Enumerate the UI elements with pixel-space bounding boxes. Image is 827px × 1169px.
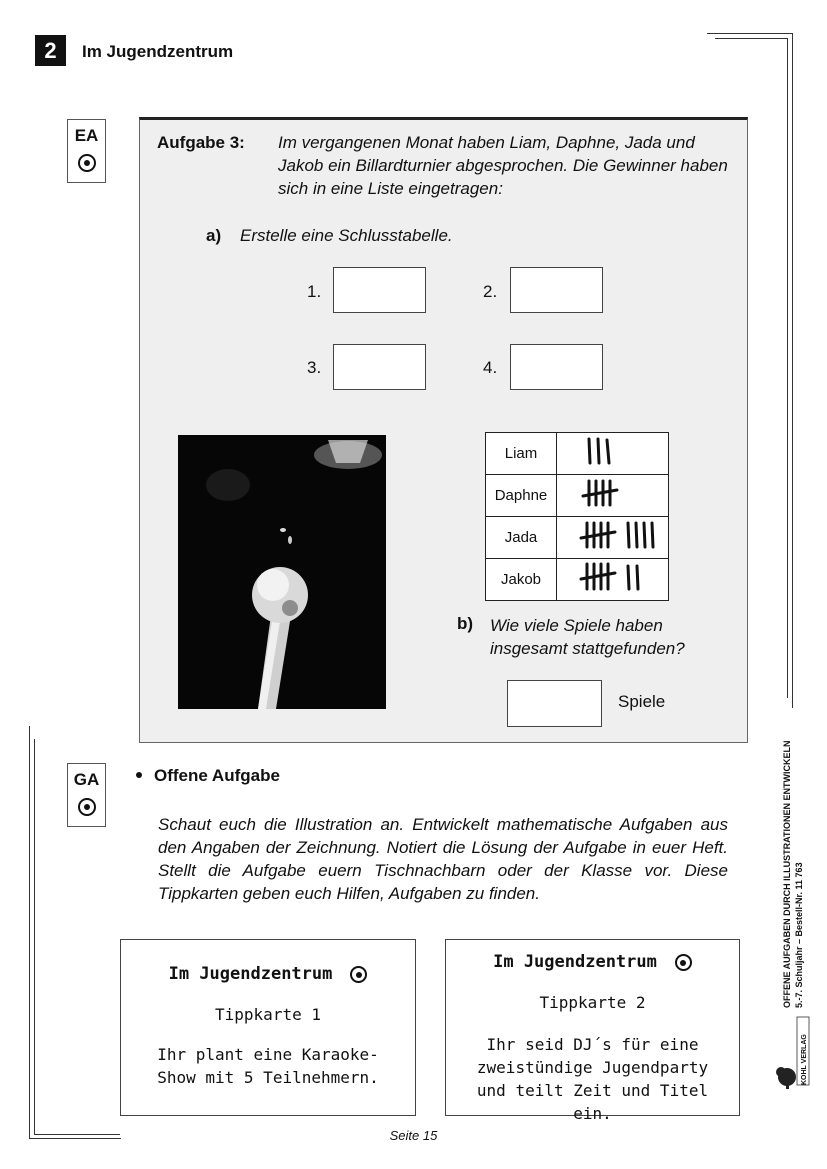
card-body: Ihr seid DJ´s für eine zweistündige Jugendparty und teilt Zeit und Titel ein. bbox=[476, 1035, 709, 1123]
tip-card-2 bbox=[445, 939, 740, 1123]
open-task-title-text: Offene Aufgabe bbox=[154, 766, 280, 785]
side-line-1: OFFENE AUFGABEN DURCH ILLUSTRATIONEN ENTWICKELN bbox=[782, 740, 792, 1008]
player-name: Daphne bbox=[486, 475, 557, 517]
open-task-text: Schaut euch die Illustration an. Entwickelt mathematische Aufgaben aus den Angaben der Zeichnung. Notiert die Lösung der Aufgabe in euer Heft. Stellt die Aufgabe euern Tischnachbarn oder der Klasse vor. Diese Tippkarten geben euch Hilfen, Aufgaben zu finden. bbox=[158, 815, 728, 903]
tally-icon bbox=[557, 433, 668, 469]
tally-marks bbox=[557, 433, 669, 475]
rank-number: 3. bbox=[307, 358, 322, 377]
table-row bbox=[486, 559, 669, 601]
side-publisher-text bbox=[779, 720, 809, 1020]
mode-label: GA bbox=[73, 770, 100, 789]
rank-answer-box[interactable] bbox=[510, 267, 603, 313]
rank-answer-box[interactable] bbox=[333, 267, 426, 313]
left-rule bbox=[34, 739, 35, 1135]
tally-icon bbox=[557, 517, 668, 553]
rank-number: 1. bbox=[307, 282, 322, 301]
target-icon bbox=[78, 154, 96, 172]
corner-rule bbox=[715, 38, 788, 39]
tip-card-1 bbox=[120, 939, 416, 1116]
tally-icon bbox=[557, 475, 668, 511]
corner-rule bbox=[792, 33, 793, 708]
mode-label: EA bbox=[74, 126, 99, 145]
rank-answer-box[interactable] bbox=[510, 344, 603, 390]
card-subtitle: Tippkarte 2 bbox=[539, 993, 646, 1012]
part-b-label: b) bbox=[457, 614, 474, 633]
publisher-name: KOHL VERLAG bbox=[801, 1034, 808, 1085]
table-row bbox=[486, 433, 669, 475]
tally-icon bbox=[557, 559, 668, 595]
publisher-logo bbox=[775, 1015, 815, 1090]
tally-marks bbox=[557, 475, 669, 517]
games-answer-box[interactable] bbox=[507, 680, 602, 727]
chapter-number: 2 bbox=[35, 35, 66, 66]
rank-number: 2. bbox=[483, 282, 498, 301]
task-label: Aufgabe 3: bbox=[157, 133, 245, 152]
open-task-title bbox=[136, 766, 280, 786]
part-a-label: a) bbox=[206, 226, 222, 245]
player-name: Jakob bbox=[486, 559, 557, 601]
games-unit-label: Spiele bbox=[618, 692, 666, 711]
mode-box-ga bbox=[67, 763, 106, 827]
chapter-title: Im Jugendzentrum bbox=[82, 42, 234, 61]
mode-box-ea bbox=[67, 119, 106, 183]
side-line-2: 5.-7. Schuljahr – Bestell-Nr. 11 763 bbox=[794, 862, 804, 1008]
card-title: Im Jugendzentrum bbox=[168, 964, 333, 984]
billiard-photo bbox=[178, 435, 386, 709]
left-rule bbox=[29, 726, 30, 1139]
tally-table bbox=[485, 432, 669, 601]
bullet-icon bbox=[136, 772, 142, 778]
table-row bbox=[486, 517, 669, 559]
tally-marks bbox=[557, 517, 669, 559]
card-body: Ihr plant eine Karaoke-Show mit 5 Teilnehmern. bbox=[157, 1045, 379, 1087]
billiard-illustration bbox=[178, 435, 386, 709]
card-subtitle: Tippkarte 1 bbox=[215, 1005, 321, 1024]
tally-marks bbox=[557, 559, 669, 601]
card-title: Im Jugendzentrum bbox=[493, 952, 657, 972]
target-icon bbox=[350, 966, 367, 983]
task-text: Im vergangenen Monat haben Liam, Daphne, Jada und Jakob ein Billardturnier abgesprochen. Die Gewinner haben sich in eine Liste eingetragen: bbox=[278, 133, 728, 198]
part-a-text: Erstelle eine Schlusstabelle. bbox=[240, 226, 453, 245]
target-icon bbox=[78, 798, 96, 816]
corner-rule bbox=[707, 33, 793, 34]
part-b-text: Wie viele Spiele haben insgesamt stattgefunden? bbox=[490, 616, 685, 658]
target-icon bbox=[675, 954, 692, 971]
table-row bbox=[486, 475, 669, 517]
player-name: Liam bbox=[486, 433, 557, 475]
player-name: Jada bbox=[486, 517, 557, 559]
corner-rule bbox=[787, 38, 788, 698]
rank-answer-box[interactable] bbox=[333, 344, 426, 390]
rank-number: 4. bbox=[483, 358, 498, 377]
page-number: Seite 15 bbox=[389, 1128, 438, 1143]
tree-logo-icon bbox=[775, 1015, 815, 1090]
